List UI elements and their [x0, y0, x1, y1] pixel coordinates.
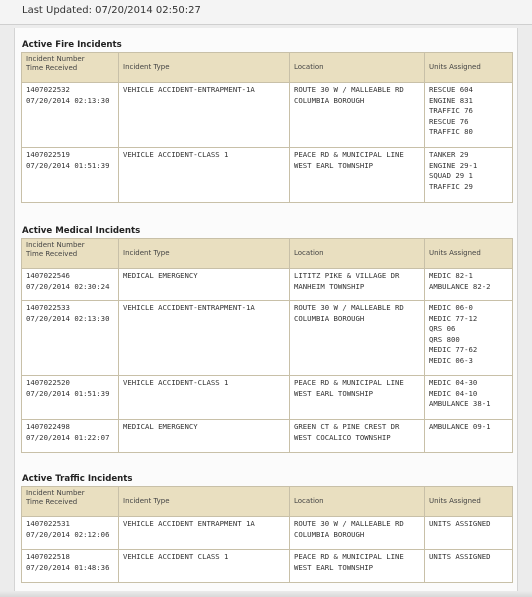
incident-number-cell: 1407022546 07/20/2014 02:30:24 — [22, 269, 119, 301]
units-cell: RESCUE 604 ENGINE 831 TRAFFIC 76 RESCUE 76 TRAFFIC 80 — [425, 83, 513, 148]
column-header-location[interactable]: Location — [290, 53, 425, 83]
status-bar — [0, 0, 532, 25]
incident-number-cell: 1407022533 07/20/2014 02:13:30 — [22, 301, 119, 376]
medical-incidents-table — [21, 238, 513, 453]
location-cell: ROUTE 30 W / MALLEABLE RD COLUMBIA BOROUGH — [290, 517, 425, 550]
column-header-units[interactable]: Units Assigned — [425, 53, 513, 83]
table-row[interactable] — [22, 83, 513, 148]
table-row[interactable] — [22, 550, 513, 583]
units-cell: AMBULANCE 09-1 — [425, 420, 513, 453]
section-title: Active Traffic Incidents — [22, 474, 133, 484]
incident-type-cell: VEHICLE ACCIDENT CLASS 1 — [119, 550, 290, 583]
incident-type-cell: VEHICLE ACCIDENT-ENTRAPMENT-1A — [119, 301, 290, 376]
location-cell: PEACE RD & MUNICIPAL LINE WEST EARL TOWNSHIP — [290, 148, 425, 203]
column-header-type[interactable]: Incident Type — [119, 239, 290, 269]
table-row[interactable] — [22, 376, 513, 420]
table-row[interactable] — [22, 517, 513, 550]
location-cell: ROUTE 30 W / MALLEABLE RD COLUMBIA BOROUGH — [290, 301, 425, 376]
column-header-type[interactable]: Incident Type — [119, 53, 290, 83]
section-title: Active Medical Incidents — [22, 226, 141, 236]
table-row[interactable] — [22, 148, 513, 203]
incident-type-cell: VEHICLE ACCIDENT ENTRAPMENT 1A — [119, 517, 290, 550]
bottom-edge — [0, 591, 532, 597]
incident-number-cell: 1407022519 07/20/2014 01:51:39 — [22, 148, 119, 203]
incident-type-cell: MEDICAL EMERGENCY — [119, 269, 290, 301]
incident-type-cell: VEHICLE ACCIDENT-CLASS 1 — [119, 148, 290, 203]
incident-number-cell: 1407022520 07/20/2014 01:51:39 — [22, 376, 119, 420]
location-cell: PEACE RD & MUNICIPAL LINE WEST EARL TOWNSHIP — [290, 376, 425, 420]
units-cell: UNITS ASSIGNED — [425, 550, 513, 583]
location-cell: ROUTE 30 W / MALLEABLE RD COLUMBIA BOROUGH — [290, 83, 425, 148]
location-cell: PEACE RD & MUNICIPAL LINE WEST EARL TOWNSHIP — [290, 550, 425, 583]
traffic-incidents-section — [21, 472, 512, 583]
units-cell: MEDIC 06-0 MEDIC 77-12 QRS 06 QRS 800 MEDIC 77-62 MEDIC 06-3 — [425, 301, 513, 376]
table-header-row — [22, 239, 513, 269]
column-header-location[interactable]: Location — [290, 487, 425, 517]
table-header-row — [22, 53, 513, 83]
column-header-incident[interactable]: Incident Number Time Received — [22, 53, 119, 83]
incident-number-cell: 1407022498 07/20/2014 01:22:07 — [22, 420, 119, 453]
incident-type-cell: VEHICLE ACCIDENT-CLASS 1 — [119, 376, 290, 420]
fire-incidents-section — [21, 38, 512, 203]
column-header-type[interactable]: Incident Type — [119, 487, 290, 517]
incident-number-cell: 1407022532 07/20/2014 02:13:30 — [22, 83, 119, 148]
incidents-panel — [14, 28, 518, 597]
fire-incidents-table — [21, 52, 513, 203]
last-updated-text: Last Updated: 07/20/2014 02:50:27 — [22, 5, 201, 16]
incident-type-cell: VEHICLE ACCIDENT-ENTRAPMENT-1A — [119, 83, 290, 148]
location-cell: LITITZ PIKE & VILLAGE DR MANHEIM TOWNSHIP — [290, 269, 425, 301]
incident-number-cell: 1407022531 07/20/2014 02:12:06 — [22, 517, 119, 550]
incident-type-cell: MEDICAL EMERGENCY — [119, 420, 290, 453]
table-row[interactable] — [22, 420, 513, 453]
units-cell: TANKER 29 ENGINE 29-1 SQUAD 29 1 TRAFFIC 29 — [425, 148, 513, 203]
units-cell: UNITS ASSIGNED — [425, 517, 513, 550]
section-title: Active Fire Incidents — [22, 40, 122, 50]
column-header-location[interactable]: Location — [290, 239, 425, 269]
column-header-units[interactable]: Units Assigned — [425, 239, 513, 269]
table-header-row — [22, 487, 513, 517]
incident-number-cell: 1407022518 07/20/2014 01:48:36 — [22, 550, 119, 583]
units-cell: MEDIC 82-1 AMBULANCE 82-2 — [425, 269, 513, 301]
table-row[interactable] — [22, 301, 513, 376]
units-cell: MEDIC 04-30 MEDIC 04-10 AMBULANCE 38-1 — [425, 376, 513, 420]
traffic-incidents-table — [21, 486, 513, 583]
column-header-units[interactable]: Units Assigned — [425, 487, 513, 517]
location-cell: GREEN CT & PINE CREST DR WEST COCALICO TOWNSHIP — [290, 420, 425, 453]
table-row[interactable] — [22, 269, 513, 301]
medical-incidents-section — [21, 224, 512, 453]
column-header-incident[interactable]: Incident Number Time Received — [22, 239, 119, 269]
column-header-incident[interactable]: Incident Number Time Received — [22, 487, 119, 517]
